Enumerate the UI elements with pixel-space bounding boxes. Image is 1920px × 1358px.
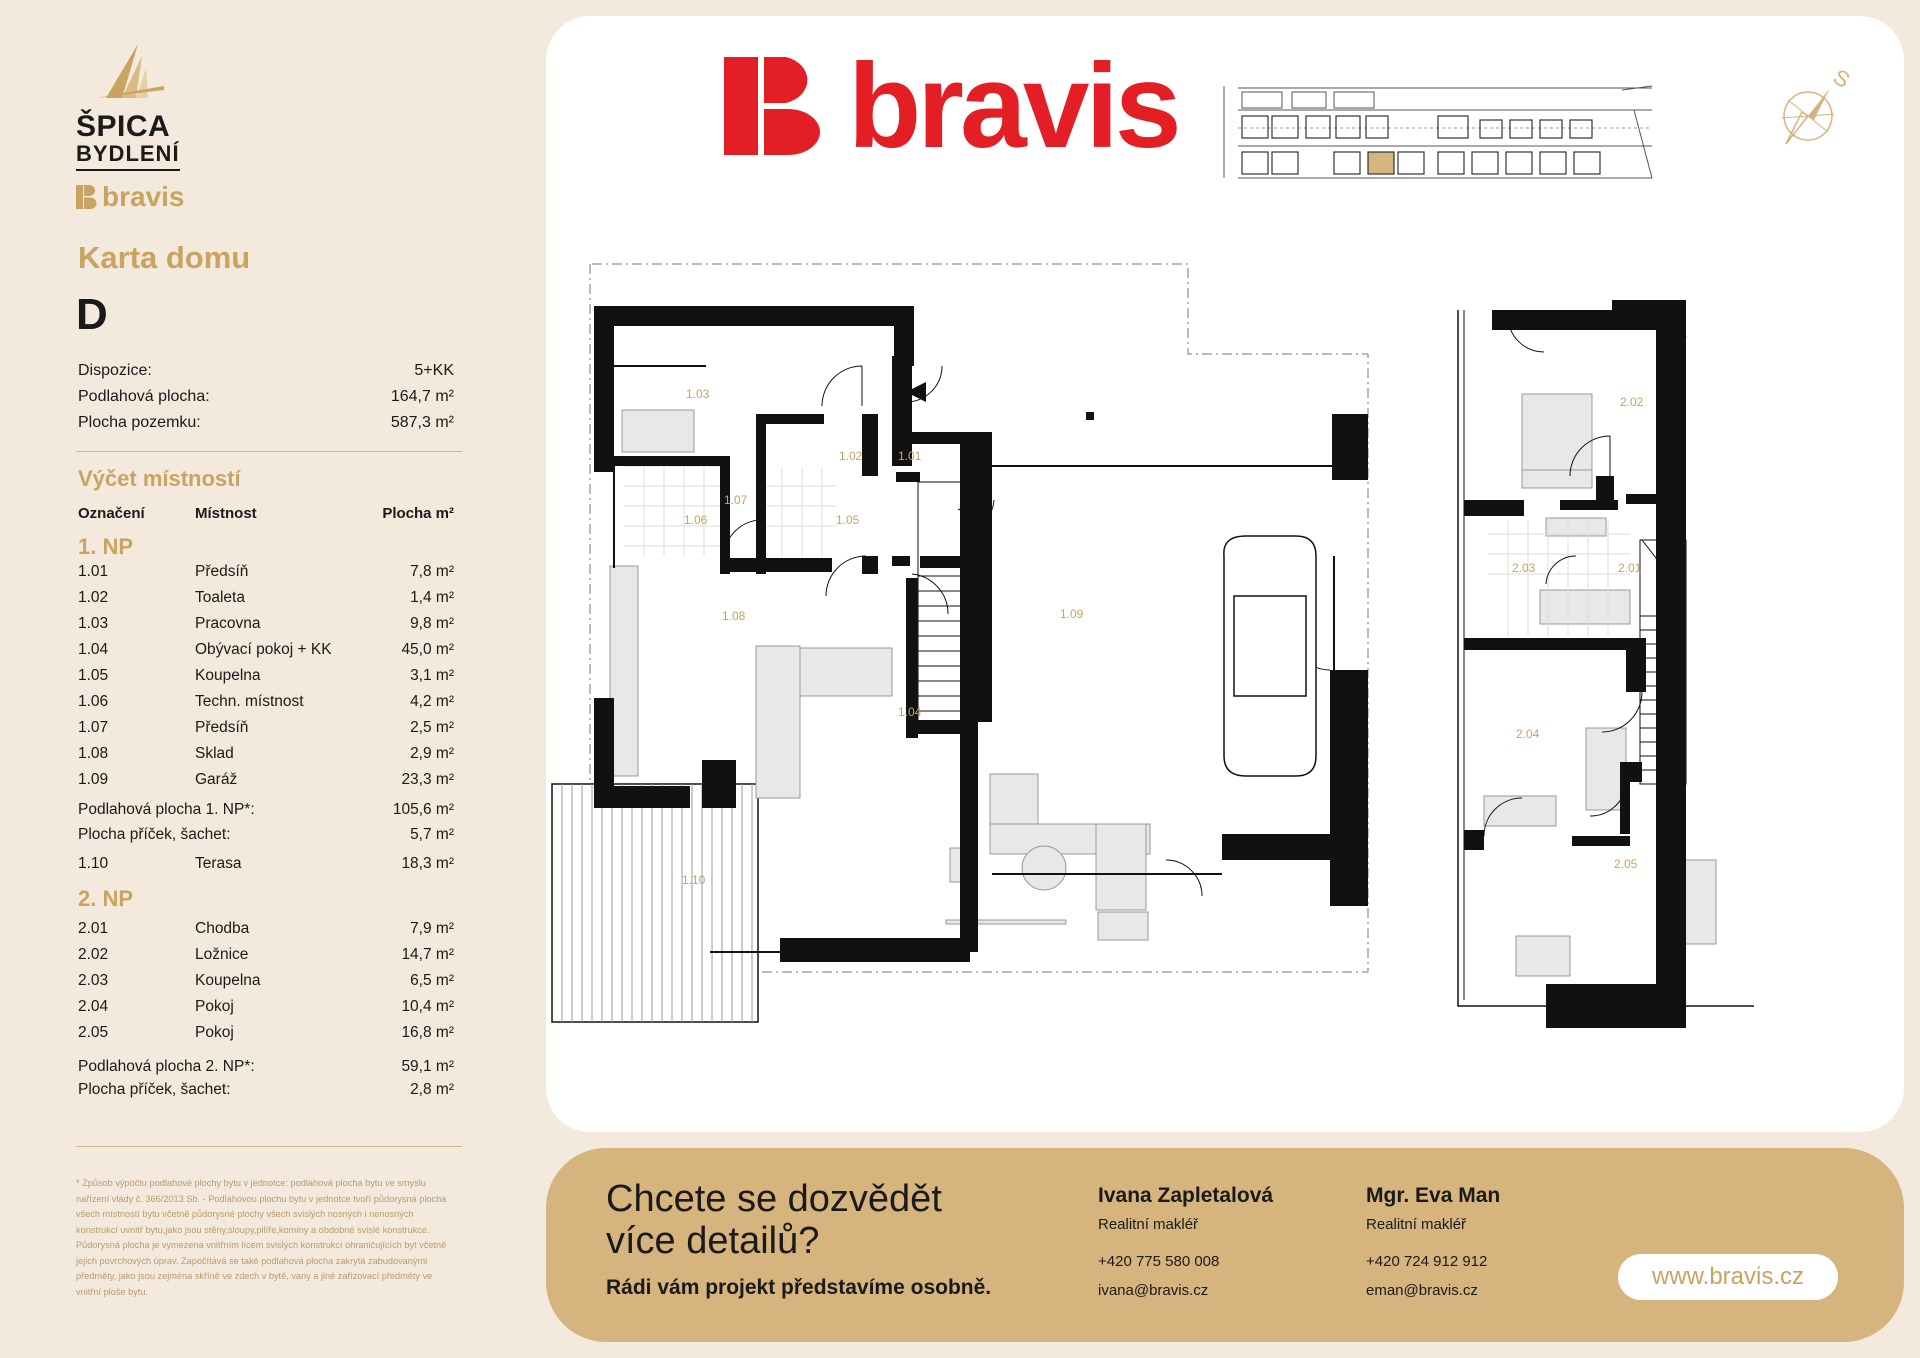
info-label: Dispozice:	[78, 362, 152, 379]
room-area: 45,0 m²	[401, 641, 454, 658]
logo-bydleni-text: BYDLENÍ	[76, 141, 180, 171]
room-code: 1.02	[78, 589, 109, 606]
floor2-label: 2. NP	[78, 886, 134, 911]
spica-wing-icon	[76, 42, 166, 100]
table-row	[78, 589, 454, 609]
terrace	[552, 784, 758, 1022]
contact-headline-line1: Chcete se dozvědět	[606, 1178, 942, 1220]
room-name: Terasa	[195, 855, 242, 872]
room-label-1-05: 1.05	[836, 513, 860, 527]
room-area: 18,3 m²	[401, 855, 454, 872]
info-label: Plocha pozemku:	[78, 414, 201, 431]
floor-plan-card	[546, 16, 1904, 1132]
room-code: 1.07	[78, 719, 109, 736]
table-row	[78, 972, 454, 992]
room-label-1-08: 1.08	[722, 609, 746, 623]
sum-label: Podlahová plocha 1. NP*:	[78, 801, 255, 818]
footnote: * Způsob výpočtu podlahové plochy bytu v jednotce: podlahová plocha bytu ve smyslu nařízení vlády č. 366/2013 Sb. - Podlahovou plochu bytu v jednotce tvoří půdorysná plocha všech místností bytu včetně půdorysné plochy všech svislých nosných i nenosných konstrukcí uvnitř bytu,jako jsou stěny,sloupy,pilíře,komíny a obdobné svislé konstrukce. Půdorysná plocha je vymezena vnitřním lícem svislých konstrukcí ohraničujících byt včetně jejich povrchových úprav. Započítává se také podlahová plocha zakrytá zabudovanými předměty, jako jsou zejména skříně ve zdech v bytě, vany a jiné zařizovací předměty ve vnitřní ploše bytu.	[76, 1178, 447, 1297]
agent-card	[1366, 1184, 1500, 1299]
table-row	[78, 667, 454, 687]
room-code: 1.09	[78, 771, 109, 788]
table-row-terrace	[78, 855, 454, 875]
info-row-plocha-pozemku	[78, 414, 454, 432]
room-label: 2.02	[1620, 395, 1644, 409]
sum-value: 105,6 m²	[392, 801, 454, 818]
room-code: 1.04	[78, 641, 109, 658]
room-name: Pokoj	[195, 998, 234, 1015]
room-name: Předsíň	[195, 719, 249, 736]
table-row	[78, 693, 454, 713]
table-row	[78, 920, 454, 940]
sum-label: Plocha příček, šachet:	[78, 1081, 231, 1098]
room-code: 1.06	[78, 693, 109, 710]
bravis-b-icon	[76, 185, 98, 209]
header-area: Plocha m²	[382, 505, 454, 522]
info-value: 5+KK	[414, 362, 454, 379]
info-value: 587,3 m²	[390, 414, 454, 431]
room-label-1-09: 1.09	[1060, 607, 1084, 621]
table-row	[78, 719, 454, 739]
bravis-small-logo	[76, 181, 206, 213]
divider	[76, 1146, 462, 1147]
room-code: 1.03	[78, 615, 109, 632]
room-name: Koupelna	[195, 667, 261, 684]
room-area: 2,5 m²	[410, 719, 454, 736]
room-label: 2.03	[1512, 561, 1536, 575]
room-name: Techn. místnost	[195, 693, 304, 710]
floor1-walls	[78, 826, 454, 844]
contact-bar	[546, 1148, 1904, 1342]
room-label-1-04: 1.04	[898, 705, 922, 719]
room-name: Koupelna	[195, 972, 261, 989]
sum-label: Podlahová plocha 2. NP*:	[78, 1058, 255, 1075]
agent-card	[1098, 1184, 1273, 1299]
room-label-1-01: 1.01	[898, 449, 922, 463]
agent-role: Realitní makléř	[1098, 1216, 1199, 1233]
info-value: 164,7 m²	[390, 388, 454, 405]
website-button[interactable]: www.bravis.cz	[1618, 1254, 1838, 1300]
agent-email-link[interactable]: eman@bravis.cz	[1366, 1282, 1478, 1299]
floor1-total	[78, 801, 454, 819]
room-area: 6,5 m²	[410, 972, 454, 989]
agent-role: Realitní makléř	[1366, 1216, 1467, 1233]
bravis-big-text: bravis	[848, 39, 1178, 173]
room-label-1-10: 1.10	[682, 873, 706, 887]
room-code: 2.01	[78, 920, 109, 937]
room-name: Předsíň	[195, 563, 249, 580]
room-name: Chodba	[195, 920, 250, 937]
contact-subline: Rádi vám projekt představíme osobně.	[606, 1276, 992, 1299]
room-area: 4,2 m²	[410, 693, 454, 710]
room-code: 2.04	[78, 998, 109, 1015]
room-name: Ložnice	[195, 946, 249, 963]
car-icon	[1224, 536, 1316, 776]
info-row-podlahova-plocha	[78, 388, 454, 406]
table-row	[78, 771, 454, 791]
rooms-section-title: Výčet místností	[78, 466, 241, 491]
room-label-1-03: 1.03	[686, 387, 710, 401]
contact-headline	[606, 1178, 942, 1262]
compass-letter: S	[1829, 63, 1855, 93]
room-code: 1.05	[78, 667, 109, 684]
logo-spica-text: ŠPICA	[76, 110, 171, 143]
room-label: 2.04	[1516, 727, 1540, 741]
room-area: 7,8 m²	[410, 563, 454, 580]
room-area: 1,4 m²	[410, 589, 454, 606]
room-label-1-06: 1.06	[684, 513, 708, 527]
header-code: Označení	[78, 505, 145, 522]
room-area: 2,9 m²	[410, 745, 454, 762]
sum-value: 2,8 m²	[410, 1081, 454, 1098]
header-room: Místnost	[195, 505, 257, 522]
floor-plan-1np	[552, 264, 1368, 1022]
room-code: 1.10	[78, 855, 109, 872]
floor1-label: 1. NP	[78, 534, 134, 559]
room-area: 10,4 m²	[401, 998, 454, 1015]
divider	[76, 451, 462, 452]
room-label-1-02: 1.02	[839, 449, 863, 463]
bravis-small-text: bravis	[102, 181, 185, 212]
room-label: 2.05	[1614, 857, 1638, 871]
sum-value: 5,7 m²	[410, 826, 454, 843]
agent-name: Mgr. Eva Man	[1366, 1184, 1501, 1207]
room-area: 9,8 m²	[410, 615, 454, 632]
table-row	[78, 946, 454, 966]
spica-logo	[76, 42, 206, 213]
table-row	[78, 641, 454, 661]
room-label: 2.01	[1618, 561, 1642, 575]
house-letter: D	[76, 290, 108, 339]
agent-phone-link[interactable]: +420 724 912 912	[1366, 1253, 1488, 1270]
room-code: 1.08	[78, 745, 109, 762]
floor-plans	[546, 16, 1904, 1132]
agent-phone-link[interactable]: +420 775 580 008	[1098, 1253, 1220, 1270]
info-label: Podlahová plocha:	[78, 388, 210, 405]
sum-label: Plocha příček, šachet:	[78, 826, 231, 843]
card-title: Karta domu	[78, 240, 251, 275]
room-code: 2.05	[78, 1024, 109, 1041]
room-area: 7,9 m²	[410, 920, 454, 937]
room-name: Pokoj	[195, 1024, 234, 1041]
floor2-total	[78, 1058, 454, 1076]
agent-email-link[interactable]: ivana@bravis.cz	[1098, 1282, 1209, 1299]
table-row	[78, 615, 454, 635]
room-name: Pracovna	[195, 615, 261, 632]
room-area: 14,7 m²	[401, 946, 454, 963]
table-row	[78, 745, 454, 765]
room-code: 1.01	[78, 563, 109, 580]
room-name: Garáž	[195, 771, 238, 788]
room-area: 3,1 m²	[410, 667, 454, 684]
sum-value: 59,1 m²	[401, 1058, 454, 1075]
info-row-dispozice	[78, 362, 454, 380]
floor2-walls	[78, 1081, 454, 1099]
room-code: 2.02	[78, 946, 109, 963]
room-code: 2.03	[78, 972, 109, 989]
contact-headline-line2: více detailů?	[606, 1220, 820, 1262]
table-row	[78, 998, 454, 1018]
room-name: Obývací pokoj + KK	[195, 641, 332, 658]
table-row	[78, 1024, 454, 1044]
room-label-1-07: 1.07	[724, 493, 748, 507]
room-name: Toaleta	[195, 589, 245, 606]
sidebar	[0, 0, 540, 1358]
room-area: 16,8 m²	[401, 1024, 454, 1041]
table-row	[78, 563, 454, 583]
floor-plan-2np	[1458, 300, 1754, 1028]
room-area: 23,3 m²	[401, 771, 454, 788]
room-name: Sklad	[195, 745, 234, 762]
agent-name: Ivana Zapletalová	[1098, 1184, 1274, 1207]
